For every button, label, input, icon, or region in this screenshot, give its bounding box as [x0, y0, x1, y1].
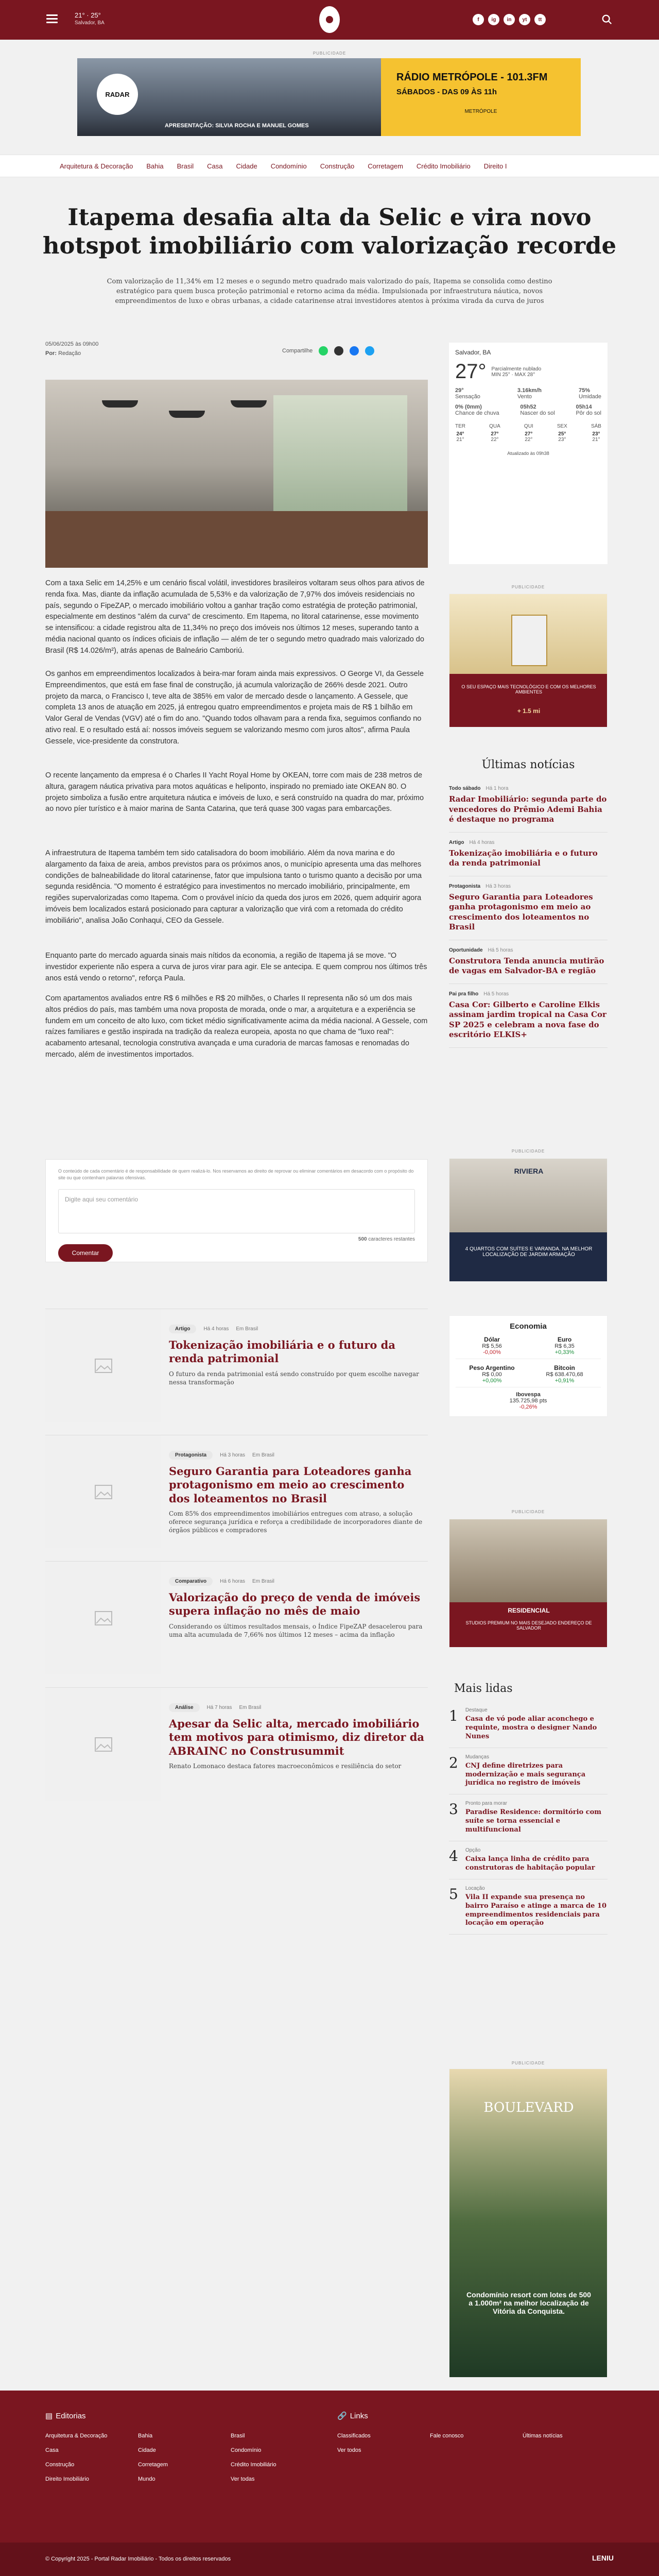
developer-logo[interactable]: LENIU [592, 2554, 614, 2562]
ibovespa-name: Ibovespa [516, 1392, 541, 1398]
weather-condition: Parcialmente nublado [491, 366, 542, 372]
footer-editoria-link[interactable]: Direito Imobiliário [45, 2476, 89, 2482]
card-thumbnail[interactable] [45, 1562, 161, 1674]
footer-editoria-link[interactable]: Cidade [138, 2447, 156, 2453]
feel-value: 29° [455, 387, 464, 394]
site-logo[interactable] [319, 6, 340, 33]
article-paragraph: O recente lançamento da empresa é o Charles II Yacht Royal Home by OKEAN, torre com mais de 238 metros de altura, garagem náutica privativa para motos aquáticas e heliponto, inspirado no premiado iate OKEAN 80. O projeto simboliza a fusão entre arquitetura náutica e imóveis de luxo, e será construído na quadra do mar, próximo ao novo píer turístico e à maior marina de Santa Catarina, que terá quase 300 vagas para embarcações. [45, 771, 424, 814]
footer-editoria-link[interactable]: Brasil [231, 2433, 245, 2439]
char-count-value: 500 [358, 1236, 367, 1243]
rank-number: 4 [449, 1848, 458, 1865]
hero-lamp [231, 400, 267, 408]
weather-max: MAX 28° [514, 371, 535, 378]
image-placeholder-icon [95, 1737, 112, 1752]
economy-title: Economia [510, 1322, 547, 1331]
menu-icon[interactable] [46, 14, 58, 23]
currency-item [528, 1364, 601, 1387]
top-bar [0, 0, 659, 40]
image-placeholder-icon [95, 1485, 112, 1499]
feel-label: Sensação [455, 394, 480, 400]
currency-change: +0,33% [554, 1349, 575, 1355]
article-hero-image [45, 380, 428, 568]
article-date: 05/06/2025 às 09h00 [45, 341, 99, 347]
card-time: Há 7 horas [206, 1705, 232, 1710]
currency-item [456, 1336, 528, 1359]
ad-brand: RESIDENCIAL [508, 1607, 550, 1614]
ad-building [511, 615, 547, 666]
most-read-title[interactable]: Paradise Residence: dormitório com suíte se torna essencial e multifuncional [465, 1808, 602, 1834]
card-place: Em Brasil [252, 1579, 274, 1584]
ad-label: PUBLICIDADE [511, 2061, 545, 2065]
linkedin-icon[interactable]: in [504, 14, 515, 25]
related-card[interactable] [45, 1435, 428, 1548]
news-time: Há 4 horas [469, 839, 495, 845]
news-time: Há 3 horas [485, 883, 511, 889]
author-prefix: Por: [45, 350, 57, 357]
weather-updated: Atualizado às 09h38 [507, 451, 549, 456]
most-read-category: Pronto para morar [465, 1801, 507, 1807]
news-time: Há 5 horas [483, 991, 509, 997]
ad-brand: RIVIERA [514, 1167, 544, 1175]
article-lead: Com valorização de 11,34% em 12 meses e o segundo metro quadrado mais valorizado do país, Itapema se consolida como destino estratégico para quem busca proteção patrimonial e retorno acima da média. Impulsionada por infraestrutura náutica, novos empreendimentos de luxo e obras urbanas, a cidade catarinense atrai investidores atentos à próxima virada da curva de juros [107, 278, 552, 305]
footer-editoria-link[interactable]: Ver todas [231, 2476, 255, 2482]
banner-presenters: APRESENTAÇÃO: SILVIA ROCHA E MANUEL GOMES [165, 123, 309, 129]
search-icon[interactable] [601, 14, 613, 25]
article-paragraph: Com a taxa Selic em 14,25% e um cenário fiscal volátil, investidores brasileiros voltaram seus olhos para ativos de renda fixa. Mas, diante da inflação acumulada de 5,53% e da valorização de 7,97% dos imóveis residenciais no país, segundo o FipeZAP, o mercado imobiliário voltou a ganhar tração como estratégia de proteção patrimonial, especialmente em destinos "além da curva" de crescimento. Em Itapema, no litoral catarinense, esse movimento se intensificou: a cidade registrou alta de 11,34% no preço dos imóveis nos últimos 12 meses, superando tanto a média nacional quanto os índices oficiais de inflação — além de ter o segundo metro quadrado mais valorizado do Brasil (R$ 14.026/m²), atrás apenas de Balneário Camboriú. [45, 579, 425, 655]
currency-item [456, 1364, 528, 1387]
latest-news-item[interactable] [449, 984, 608, 1048]
header-weather-temp: 21° · 25° [75, 11, 101, 19]
card-tag[interactable]: Protagonista [169, 1451, 213, 1460]
header-weather-city: Salvador, BA [75, 20, 105, 26]
article-paragraph: A infraestrutura de Itapema também tem sido catalisadora do boom imobiliário. Além da nova marina e do alargamento da faixa de areia, ambos previstos para os próximos anos, o município apresenta uma das melhores condições de balneabilidade do litoral catarinense, fator que impulsiona tanto o turismo quanto a decisão por uma segunda residência. "O momento é estratégico para investimentos no mercado imobiliário, principalmente, em regiões supervalorizadas como Itapema. Com o provável início da queda dos juros em 2026, quem adquirir agora imóveis bem localizados estará posicionado para capturar a valorização que virá com a retomada do crédito imobiliário", analisa João Conhaqui, CEO da Gessele. [45, 849, 422, 925]
news-title[interactable]: Casa Cor: Gilberto e Caroline Elkis assinam jardim tropical na Casa Cor SP 2025 e celebram a nova fase do escritório ELKIS+ [449, 999, 606, 1039]
sunrise-label: Nascer do sol [520, 410, 555, 416]
currency-change: +0,91% [554, 1378, 575, 1384]
card-thumbnail[interactable] [45, 1309, 161, 1422]
ad-text: 4 QUARTOS COM SUÍTES E VARANDA. NA MELHOR LOCALIZAÇÃO DE JARDIM ARMAÇÃO [465, 1246, 593, 1258]
forecast-max: 23° [592, 431, 600, 437]
most-read-item[interactable] [449, 1879, 608, 1935]
news-time: Há 1 hora [485, 786, 509, 791]
related-card[interactable] [45, 1561, 428, 1674]
card-tags [169, 1451, 428, 1460]
most-read-body [465, 1886, 608, 1928]
most-read-title[interactable]: CNJ define diretrizes para modernização e mais segurança jurídica no registro de imóveis [465, 1761, 586, 1787]
article-paragraph: Os ganhos em empreendimentos localizados à beira-mar foram ainda mais expressivos. O George VI, da Gessele Empreendimentos, que está em fase final de construção, já acumula valorização de 266% desde 2021. Outro projeto da marca, o Francisco I, teve alta de 385% em valor de mercado desde o lançamento. A Gessele, que completa 13 anos de atuação em 2025, já entregou quatro empreendimentos e projeta mais de R$ 1 bilhão em Valor Geral de Vendas (VGV) até o fim do ano. "Quando todos olhavam para a renda fixa, seguimos confiando no ativo real. E o resultado está aí: nossos imóveis seguem se valorizando mesmo com juros altos", afirma Paula Gessele, vice-presidente da construtora. [45, 670, 424, 745]
copyright-bar [0, 2543, 659, 2576]
forecast-day [591, 423, 601, 443]
banner-schedule: SÁBADOS - DAS 09 ÀS 11h [396, 88, 497, 96]
footer-link[interactable]: Classificados [337, 2433, 371, 2439]
instagram-icon[interactable]: ig [488, 14, 499, 25]
weather-min: MIN 25° [491, 371, 510, 378]
tiktok-icon[interactable]: tt [534, 14, 546, 25]
forecast-min: 22° [491, 437, 499, 443]
currency-change: -0,00% [483, 1349, 501, 1355]
nav-item[interactable]: Direito I [483, 162, 507, 170]
sunset-label: Pôr do sol [576, 410, 601, 416]
currency-value: R$ 5,56 [482, 1343, 502, 1349]
sidebar-ad-4[interactable] [449, 2069, 608, 2378]
forecast-min: 21° [456, 437, 464, 443]
card-title[interactable]: Apesar da Selic alta, mercado imobiliário tem motivos para otimismo, diz diretor da ABRAINC no Construsummit [169, 1717, 425, 1757]
currency-value: R$ 638.470,68 [546, 1371, 583, 1378]
link-icon: 🔗 [337, 2412, 347, 2420]
currency-name: Peso Argentino [469, 1364, 515, 1371]
currency-value: R$ 0,00 [482, 1371, 502, 1378]
card-place: Em Brasil [252, 1452, 274, 1458]
most-read [449, 1682, 608, 1935]
card-thumbnail[interactable] [45, 1435, 161, 1548]
banner-title: RÁDIO METRÓPOLE - 101.3FM [396, 72, 548, 83]
ad-text: O SEU ESPAÇO MAIS TECNOLÓGICO E COM OS MELHORES AMBIENTES [461, 684, 596, 694]
card-desc: Com 85% dos empreendimentos imobiliários entregues com atraso, a solução oferece segurança jurídica e reforça a credibilidade de incorporadores diante de órgãos públicos e compradores [169, 1510, 423, 1534]
currency-change: +0,00% [482, 1378, 502, 1384]
latest-news-item[interactable] [449, 876, 608, 940]
latest-news-title: Últimas notícias [481, 758, 575, 771]
nav-item[interactable]: Casa [207, 162, 223, 170]
most-read-title[interactable]: Vila II expande sua presença no bairro Paraíso e atinge a marca de 10 empreendimentos residenciais para locação em operação [465, 1893, 607, 1927]
article-meta [45, 340, 98, 358]
most-read-title: Mais lidas [454, 1682, 513, 1695]
rank-number: 5 [449, 1885, 458, 1903]
nav-item[interactable]: Condomínio [270, 162, 307, 170]
image-placeholder-icon [95, 1359, 112, 1373]
most-read-category: Mudanças [465, 1754, 489, 1760]
banner-image [77, 58, 381, 136]
forecast-day-name: SÁB [591, 423, 601, 429]
banner-brand: METRÓPOLE [464, 109, 497, 114]
currency-name: Bitcoin [554, 1364, 575, 1371]
article-paragraph: Enquanto parte do mercado aguarda sinais mais nítidos da economia, a região de Itapema já se move. "O investidor experiente não espera a curva de juros virar para agir. Ele se antecipa. E quem comprou nos últimos três anos está vendo o retorno", reforça Paula. [45, 952, 427, 982]
card-tags [169, 1577, 428, 1586]
radar-logo: RADAR [97, 74, 138, 115]
comment-input[interactable]: Digite aqui seu comentário [58, 1189, 415, 1233]
most-read-item[interactable] [449, 1701, 608, 1748]
ad-text: STUDIOS PREMIUM NO MAIS DESEJADO ENDEREÇO DE SALVADOR [465, 1620, 592, 1631]
footer-editoria-link[interactable]: Condomínio [231, 2447, 262, 2453]
share-bar [282, 346, 374, 355]
image-placeholder-icon [95, 1611, 112, 1625]
footer-editoria-link[interactable]: Crédito Imobiliário [231, 2462, 276, 2468]
footer-editoria-link[interactable]: Arquitetura & Decoração [45, 2433, 108, 2439]
footer-editoria-link[interactable]: Bahia [138, 2433, 153, 2439]
card-time: Há 3 horas [220, 1452, 246, 1458]
humidity-value: 75% [578, 387, 590, 394]
forecast-day-name: SEX [557, 423, 567, 429]
humidity-label: Umidade [578, 394, 601, 400]
card-info [169, 1451, 428, 1534]
ibovespa-change: -0,26% [519, 1404, 537, 1410]
comment-box [45, 1159, 428, 1262]
card-info [169, 1703, 428, 1770]
forecast-max: 27° [491, 431, 499, 437]
footer-editoria-link[interactable]: Casa [45, 2447, 59, 2453]
top-banner-ad[interactable] [77, 58, 581, 136]
currency-value: R$ 6,35 [554, 1343, 575, 1349]
most-read-category: Opção [465, 1848, 481, 1854]
card-info [169, 1577, 428, 1639]
card-tag[interactable]: Análise [169, 1703, 200, 1712]
sunset-value: 05h14 [576, 404, 592, 410]
forecast-min: 23° [558, 437, 566, 443]
ibovespa [456, 1392, 601, 1410]
sidebar-ad-3[interactable] [449, 1519, 608, 1648]
card-tag[interactable]: Comparativo [169, 1577, 213, 1586]
news-tag: Artigo Há 4 horas [449, 839, 495, 845]
nav-item[interactable]: Bahia [146, 162, 164, 170]
most-read-title[interactable]: Casa de vó pode aliar aconchego e requinte, mostra o designer Nando Nunes [465, 1715, 597, 1740]
article-title: Itapema desafia alta da Selic e vira novo hotspot imobiliário com valorização recorde [42, 204, 617, 259]
ad-text: Condomínio resort com lotes de 500 a 1.000m² na melhor localização de Vitória da Conquista. [466, 2291, 591, 2315]
news-tag: Oportunidade Há 5 horas [449, 947, 513, 953]
wind-label: Vento [517, 394, 532, 400]
most-read-body [465, 1707, 608, 1741]
forecast-min: 21° [592, 437, 600, 443]
char-count-label: caracteres restantes [368, 1236, 415, 1243]
nav-item[interactable]: Crédito Imobiliário [416, 162, 471, 170]
list-icon: ▤ [45, 2412, 53, 2420]
sunrise-value: 05h52 [520, 404, 536, 410]
comment-button[interactable]: Comentar [58, 1244, 113, 1262]
currency-item [528, 1336, 601, 1359]
card-title[interactable]: Valorização do preço de venda de imóveis supera inflação no mês de maio [169, 1591, 421, 1618]
comment-disclaimer: O conteúdo de cada comentário é de responsabilidade de quem realizá-lo. Nos reservamos ao direito de reprovar ou eliminar comentários em desacordo com o propósito do site ou que contenham palavras ofensivas. [58, 1168, 414, 1180]
latest-news [449, 758, 608, 1048]
link-icon[interactable] [334, 346, 343, 355]
news-title[interactable]: Tokenização imobiliária e o futuro da renda patrimonial [449, 848, 598, 868]
footer-editoria-link[interactable]: Mundo [138, 2476, 155, 2482]
copyright-text: © Copyright 2025 - Portal Radar Imobiliário - Todos os direitos reservados [45, 2556, 231, 2562]
card-tags [169, 1703, 428, 1712]
forecast-day-name: QUA [489, 423, 500, 429]
sidebar-ad-1[interactable] [449, 594, 608, 727]
card-title[interactable]: Tokenização imobiliária e o futuro da renda patrimonial [169, 1338, 395, 1365]
most-read-category: Locação [465, 1885, 485, 1891]
card-info [169, 1325, 428, 1386]
card-place: Em Brasil [236, 1326, 258, 1332]
footer-editoria-link[interactable]: Corretagem [138, 2462, 168, 2468]
banner-info [381, 58, 581, 136]
char-count [58, 1236, 415, 1242]
nav-item[interactable]: Brasil [177, 162, 194, 170]
rain-label: Chance de chuva [455, 410, 499, 416]
footer-link[interactable]: Últimas notícias [523, 2433, 563, 2439]
news-title[interactable]: Construtora Tenda anuncia mutirão de vagas em Salvador-BA e região [449, 956, 604, 975]
forecast-day [557, 423, 567, 443]
currency-name: Dólar [484, 1336, 500, 1343]
most-read-body [465, 1848, 608, 1873]
economy-widget [449, 1315, 608, 1417]
forecast [455, 423, 601, 443]
card-tag[interactable]: Artigo [169, 1325, 196, 1333]
latest-news-item[interactable] [449, 778, 608, 833]
hero-window [273, 395, 407, 514]
share-label: Compartilhe [282, 348, 313, 354]
weather-widget: Salvador, BA 27° Parcialmente nublado MIN 25° · MAX 28° 29° Sensação 3.16km/h Vento 75% Umidade 0% (0mm) Chance de chuva 05h52 Nascer do sol 05h14 Pôr do sol TER 24° 21° QUA 27° 22° QUI 27° 22° SEX 25° 23° SÁB 23° 21° Atualizado às 09h38 [449, 343, 608, 564]
ad-label: PUBLICIDADE [511, 585, 545, 589]
most-read-category: Destaque [465, 1707, 488, 1713]
facebook-share-icon[interactable] [350, 346, 359, 355]
card-time: Há 4 horas [203, 1326, 229, 1332]
facebook-icon[interactable]: f [473, 14, 484, 25]
card-place: Em Brasil [239, 1705, 262, 1710]
forecast-day-name: QUI [524, 423, 533, 429]
related-card[interactable] [45, 1687, 428, 1801]
rank-number: 1 [449, 1707, 458, 1724]
currency-name: Euro [557, 1336, 572, 1343]
card-desc: O futuro da renda patrimonial está sendo construído por quem escolhe navegar nessa transformação [169, 1370, 419, 1386]
forecast-day [489, 423, 500, 443]
most-read-body [465, 1754, 608, 1788]
ad-brand: BOULEVARD [483, 2100, 574, 2115]
nav-item[interactable]: Corretagem [368, 162, 403, 170]
ad-price: + 1.5 mi [517, 707, 541, 715]
forecast-day-name: TER [455, 423, 465, 429]
ibovespa-value: 135.725,98 pts [509, 1398, 547, 1404]
weather-city: Salvador, BA [455, 349, 491, 356]
ad-label: PUBLICIDADE [511, 1149, 545, 1154]
news-tag: Pai pra filho Há 5 horas [449, 991, 509, 997]
footer-editoria-link[interactable]: Construção [45, 2462, 75, 2468]
related-card[interactable] [45, 1309, 428, 1422]
most-read-item[interactable] [449, 1794, 608, 1841]
hero-lamp [102, 400, 138, 408]
most-read-item[interactable] [449, 1841, 608, 1879]
rain-value: 0% (0mm) [455, 404, 482, 410]
forecast-day [455, 423, 465, 443]
ad-label: PUBLICIDADE [511, 1510, 545, 1514]
most-read-item[interactable] [449, 1748, 608, 1795]
card-desc: Renato Lomonaco destaca fatores macroeconômicos e resiliência do setor [169, 1762, 402, 1770]
news-tag: Protagonista Há 3 horas [449, 883, 511, 889]
ad-label: PUBLICIDADE [313, 51, 346, 56]
twitter-icon[interactable] [365, 346, 374, 355]
article-paragraph: Com apartamentos avaliados entre R$ 6 milhões e R$ 20 milhões, o Charles II representa não só um dos mais altos prédios do país, mas também uma nova proposta de morada, onde o mar, a arquitetura e a experiência se fundem em um conceito de alto luxo, com ticket médio significativamente acima da média nacional. A Gessele, com raízes familiares e gestão inspirada na tradição da realeza europeia, aposta no que chama de "luxo real": acabamento artesanal, tecnologia construtiva avançada e uma curadoria de marcas famosas e renomadas do mercado, além de investimentos importados. [45, 994, 428, 1059]
latest-news-item[interactable] [449, 833, 608, 876]
wind-value: 3.16km/h [517, 387, 542, 394]
hero-floor [45, 511, 428, 568]
links-label: Links [350, 2411, 368, 2420]
editorias-label: Editorias [56, 2411, 86, 2420]
weather-temp: 27° [455, 360, 487, 383]
rank-number: 2 [449, 1754, 458, 1771]
sidebar-ad-2[interactable] [449, 1158, 608, 1282]
forecast-max: 25° [558, 431, 566, 437]
whatsapp-icon[interactable] [319, 346, 328, 355]
latest-news-item[interactable] [449, 940, 608, 984]
nav-item[interactable]: Cidade [236, 162, 257, 170]
hero-lamp [169, 411, 205, 418]
category-nav [0, 155, 659, 177]
header-weather [75, 11, 105, 26]
forecast-max: 24° [456, 431, 464, 437]
card-thumbnail[interactable] [45, 1688, 161, 1801]
card-title[interactable]: Seguro Garantia para Loteadores ganha protagonismo em meio ao crescimento dos loteamentos no Brasil [169, 1465, 412, 1505]
forecast-min: 22° [525, 437, 533, 443]
forecast-max: 27° [525, 431, 533, 437]
card-tags [169, 1325, 428, 1333]
footer-link[interactable]: Fale conosco [430, 2433, 464, 2439]
nav-item[interactable]: Construção [320, 162, 355, 170]
social-links [473, 14, 546, 25]
most-read-body [465, 1801, 608, 1835]
footer-link[interactable]: Ver todos [337, 2447, 361, 2453]
news-tag: Todo sábado Há 1 hora [449, 786, 509, 791]
nav-item[interactable]: Arquitetura & Decoração [60, 162, 133, 170]
news-time: Há 5 horas [488, 947, 513, 953]
links-title [337, 2411, 615, 2420]
rank-number: 3 [449, 1801, 458, 1818]
card-desc: Considerando os últimos resultados mensais, o Índice FipeZAP desacelerou para uma alta acumulada de 7,66% nos últimos 12 meses – acima da inflação [169, 1622, 423, 1638]
youtube-icon[interactable]: yt [519, 14, 530, 25]
most-read-title[interactable]: Caixa lança linha de crédito para construtoras de habitação popular [465, 1855, 595, 1872]
article-author: Redação [58, 350, 81, 357]
news-title[interactable]: Radar Imobiliário: segunda parte do vencedores do Prêmio Ademi Bahia é destaque no programa [449, 794, 607, 824]
card-time: Há 6 horas [220, 1579, 246, 1584]
editorias-title [45, 2411, 323, 2420]
forecast-day [524, 423, 533, 443]
news-title[interactable]: Seguro Garantia para Loteadores ganha protagonismo em meio ao crescimento dos loteamentos no Brasil [449, 892, 593, 931]
